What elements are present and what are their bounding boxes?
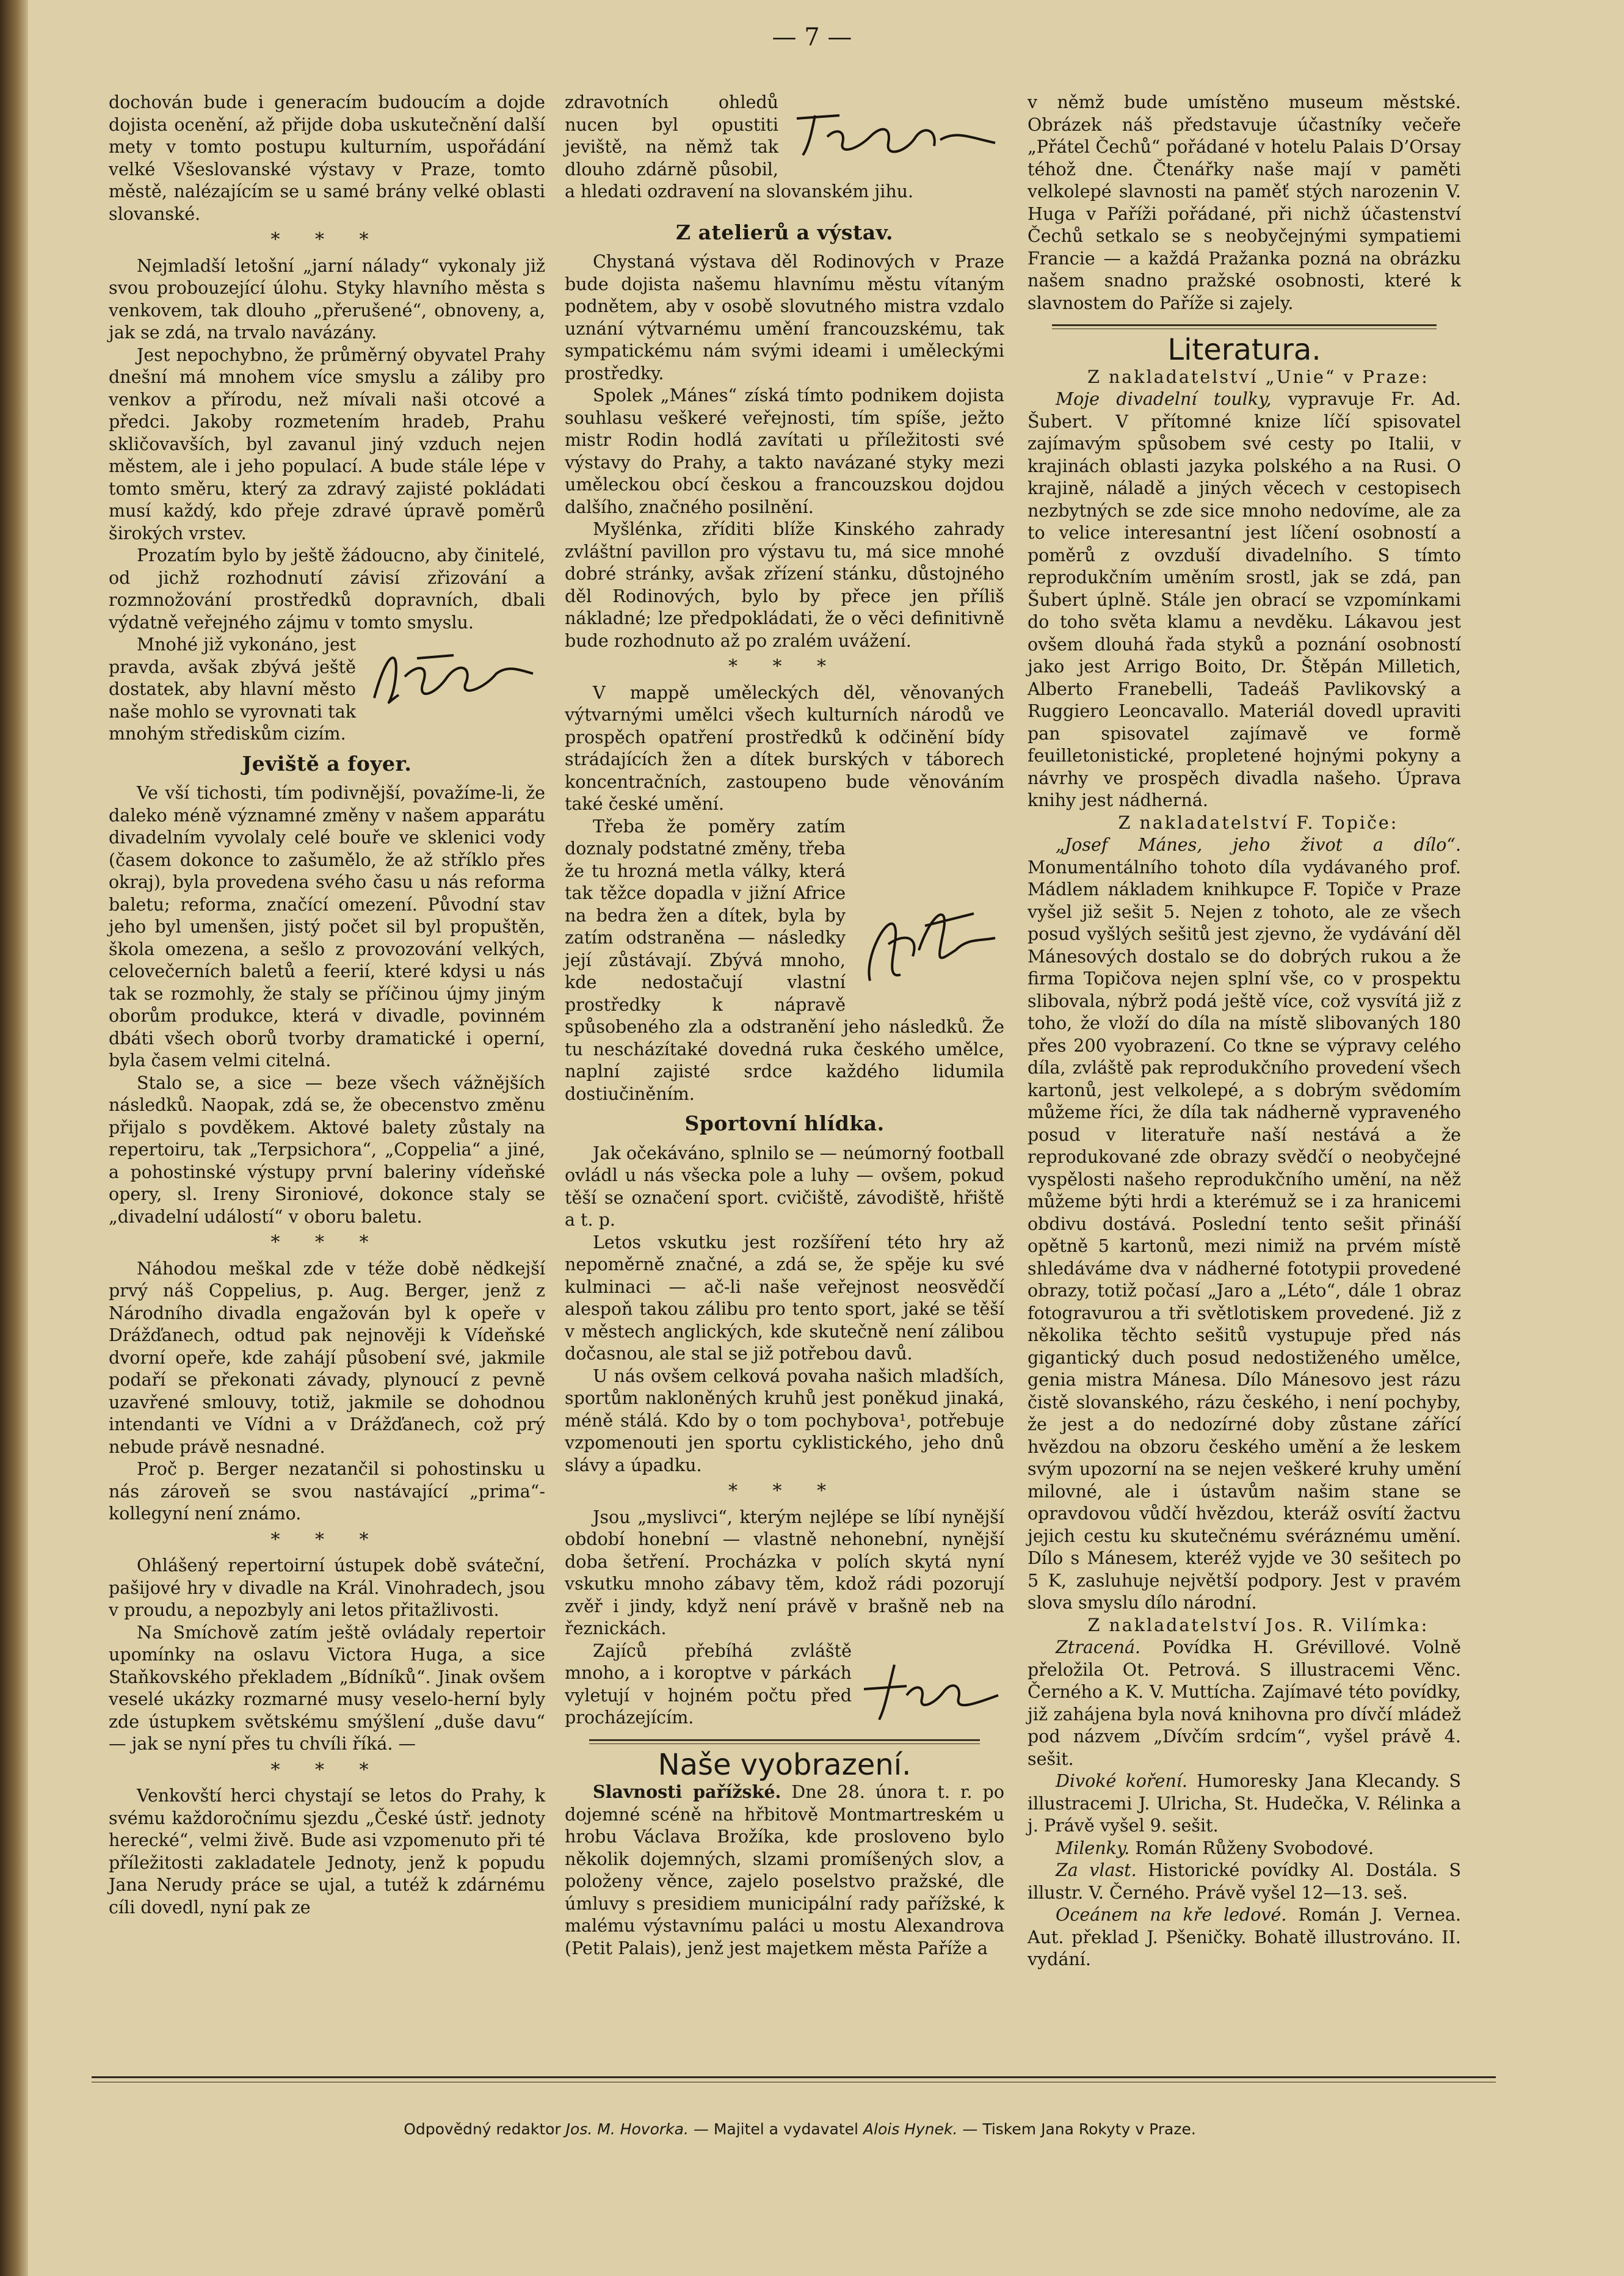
col2-paragraph: Chystaná výstava děl Rodinových v Praze bude dojista našemu hlavnímu městu vítaným podnětem, aby v osobě slovutného mistra vzdalo uznání výtvarnému umění francouzskému, tak sympatickému nám svými ideami i uměleckými prostředky. bbox=[565, 252, 1004, 384]
col2-paragraph: Dne 28. února t. r. po dojemné scéně na hřbitově Montmartreském u hrobu Václava Brožíka, kde prosloveno bylo několik dojemných, slzami promíšených slov, a položeny věnce, zajelo poselstvo pražské, dle úmluvy s presidiem municipální rady pařížské, k malému výstavnímu paláci u mostu Alexandrova (Petit Palais), jenž jest majetkem města Paříže a bbox=[565, 1782, 1004, 1958]
col1-paragraph: Ve vší tichosti, tím podivnější, považíme-li, že daleko méně významné změny v našem apparátu divadelním vyvolaly celé bouře ve sklenici vody (časem dokonce to zašumělo, že až stříklo přes okraj), byla provedena svého času u nás reforma baletu; reforma, značící omezení. Původní stav jeho byl umenšen, jistý počet sil byl propuštěn, škola omezena, a sešlo z provozování velkých, celovečerních baletů a feerií, které kdysi u nás tak se rozmohly, že staly se příčinou újmy jiným oborům produkce, která v divadle, povinném dbáti všech oborů tvorby dramatické i operní, byla časem velmi citelná. bbox=[109, 783, 545, 1071]
signature-image bbox=[362, 640, 545, 713]
footer-mid: — Majitel a vydavatel bbox=[693, 2120, 858, 2138]
col3-paragraph: Monumentálního tohoto díla vydávaného prof. Mádlem nákladem knihkupce F. Topiče v Praze vyšel již sešit 5. Nejen z tohoto, ale ze všech posud vyšlých sešitů jest zjevno, že vydávání děl Mánesových dostalo se do dobrých rukou a že firma Topičova nejen splní vše, co v prospektu slibovala, nýbrž podá ještě více, což vysvítá již z toho, že vloží do díla na místě slibovaných 180 přes 200 vyobrazení. Co tkne se výpravy celého díla, zvláště pak reprodukčního provedení všech kartonů, jest velkolepé, a s dobrým svědomím můžeme říci, že díla tak nádherně vypraveného posud v literatuře naší nestává a že reprodukované zde obrazy svědčí o neobyčejné vyspělosti našeho reprodukčního umění, na něž můžeme býti hrdi a kterémuž se i za hranicemi obdivu dostává. Poslední tento sešit přináší opětně 5 kartonů, mezi nimiž na prvém místě shledáváme dva v nádherné fototypii provedené obrazy, totiž počasí „Jaro a „Léto“, dále 1 obraz fotogravurou a tři světlotiskem provedené. Již z několika těchto sešitů vystupuje před nás gigantický duch posud nedostiženého umělce, genia mistra Mánesa. Dílo Mánesovo jest rázu čistě slovanského, rázu českého, i není pochyby, že jest a do nedozírné doby zůstane zářící hvězdou na obzoru českého umění a že leskem svým upozorní na se nejen veškeré kruhy umění milovné, ale i ústavům našim stane se opravdovou vůdčí hvězdou, kteráž osvítí žactvu jejich cestu ku skutečnému svéráznému umění. Dílo s Mánesem, kteréž vyjde ve 30 sešitech po 5 K, zasluhuje největší podpory. Jest v pravém slova smyslu dílo národní. bbox=[1028, 857, 1461, 1613]
heading-sport: Sportovní hlídka. bbox=[684, 1111, 885, 1135]
column-3 bbox=[1028, 92, 1461, 1971]
col2-paragraph: Spolek „Mánes“ získá tímto podnikem dojista souhlasu veškeré veřejnosti, tím spíše, ježto mistr Rodin hodlá zavítati u příležitosti své výstavy do Prahy, a takto navázané styky mezi uměleckou obcí českou a francouzskou dojdou dalšího, značného posilnění. bbox=[565, 385, 1004, 517]
book-title: Za vlast. bbox=[1056, 1860, 1137, 1880]
column-1 bbox=[109, 92, 545, 1919]
book-title: Oceánem na kře ledové. bbox=[1056, 1905, 1287, 1925]
signature-image bbox=[852, 889, 1004, 993]
book-title: „Josef Mánes, jeho život a dílo“. bbox=[1056, 835, 1461, 855]
page-binding-edge bbox=[0, 0, 28, 2276]
col3-paragraph: v němž bude umístěno museum městské. Obrázek náš představuje účastníky večeře „Přátel Čechů“ pořádané v hotelu Palais D’Orsay téhož dne. Čtenářky naše mají v paměti velkolepé slavnosti na paměť stých narozenin V. Huga v Paříži pořádané, při nichž účastenství Čechů setkalo se s neobyčejnými sympatiemi Francie — a každá Pražanka pozná na obrázku našem snadno pražské osobnosti, které k slavnostem do Paříže si zajely. bbox=[1028, 92, 1461, 313]
book-title: Milenky. bbox=[1056, 1838, 1130, 1858]
col2-paragraph: zdravotních ohledů nucen byl opustiti jeviště, na němž tak dlouho zdárně působil, a hledati ozdravení na slovanském jihu. bbox=[565, 92, 914, 202]
section-separator: * * * bbox=[728, 656, 841, 677]
signature-drawing bbox=[785, 94, 1004, 167]
col3-paragraph: Historické povídky Al. Dostála. S illustr. V. Černého. Právě vyšel 12—13. seš. bbox=[1028, 1860, 1461, 1903]
col1-paragraph: Náhodou meškal zde v téže době nědkejší prvý náš Coppelius, p. Aug. Berger, jenž z Národního divadla engažován byl k opeře v Drážďanech, odtud pak nejnověji k Vídeňské dvorní opeře, kde zahájí působení své, jakmile podaří se překonati závady, plynoucí z pevně uzavřené smlouvy, totiž, jakmile se dohodnou intendanti ve Vídni a v Drážďanech, což prý nebude právě nesnadné. bbox=[109, 1258, 545, 1457]
section-separator: * * * bbox=[270, 1232, 383, 1253]
signature-drawing bbox=[362, 640, 545, 713]
footer-end: — Tiskem Jana Rokyty v Praze. bbox=[962, 2120, 1196, 2138]
col1-paragraph: Nejmladší letošní „jarní nálady“ vykonaly již svou probouzející úlohu. Styky hlavního města s venkovem, tak dlouho „přerušené“, obnoveny, a, jak se zdá, na trvalo navázány. bbox=[109, 255, 545, 343]
col3-paragraph: Povídka H. Grévillové. Volně přeložila Ot. Petrová. S illustracemi Věnc. Černého a K. V. Muttícha. Zajímavé této povídky, již zahájena byla nová knihovna pro dívčí mládež pod názvem „Dívčím srdcím“, vyšel právě 4. sešit. bbox=[1028, 1637, 1461, 1769]
col2-paragraph: Jsou „myslivci“, kterým nejlépe se líbí nynější období honební — vlastně nehonební, nynější doba šetření. Procházka v polích skytá nyní vskutku mnoho zábavy těm, kdož rádi pozorují zvěř i jindy, když není právě v brašně neb na řeznickách. bbox=[565, 1507, 1004, 1638]
col2-paragraph: Zajíců přebíhá zvláště mnoho, a i koroptve v párkách vyletují v hojném počtu před procházejícím. bbox=[565, 1640, 852, 1728]
book-title: Ztracená. bbox=[1056, 1637, 1141, 1657]
footer-editor: Jos. M. Hovorka. bbox=[565, 2120, 689, 2138]
col1-paragraph: Prozatím bylo by ještě žádoucno, aby činitelé, od jichž rozhodnutí závisí zřizování a rozmnožování prostředků dopravních, dbali výdatně veřejného zájmu v tomto smyslu. bbox=[109, 545, 545, 633]
book-title: Divoké koření. bbox=[1056, 1771, 1187, 1791]
col2-paragraph: Myšlénka, zříditi blíže Kinského zahrady zvláštní pavillon pro výstavu tu, má sice mnohé dobré stránky, avšak zřízení stánku, důstojného děl Rodinových, bylo by přece jen příliš nákladné; lze předpokládati, že o věci definitivně bude rozhodnuto až po zralém uvážení. bbox=[565, 519, 1004, 651]
section-separator: * * * bbox=[270, 1529, 383, 1551]
col1-paragraph: dochován bude i generacím budoucím a dojde dojista ocenění, až přijde doba uskutečnění další mety v tomto postupu kulturním, uspořádání velké Všeslovanské výstavy v Praze, tomto městě, nalézajícím se u samé brány velké oblasti slovanské. bbox=[109, 92, 545, 224]
footer-publisher: Alois Hynek. bbox=[863, 2120, 958, 2138]
publisher-line: Z nakladatelství „Unie“ v Praze: bbox=[1087, 366, 1429, 387]
imprint-footer bbox=[92, 2120, 1508, 2138]
col1-paragraph: Na Smíchově zatím ještě ovládaly repertoir upomínky na oslavu Victora Huga, a sice Staňkovského překladem „Bídníků“. Jinak ovšem veselé ukázky rozmarné musy veselo-herní byly zde ústupkem světskému smýšlení „duše davu“ — jak se nyní přes tu chvíli říká. — bbox=[109, 1622, 545, 1754]
col3-paragraph: Humoresky Jana Klecandy. S illustracemi J. Ulricha, St. Hudečka, V. Rélinka a j. Právě vyšel 9. sešit. bbox=[1028, 1771, 1462, 1836]
col1-paragraph: Ohlášený repertoirní ústupek době sváteční, pašijové hry v divadle na Král. Vinohradech, jsou v proudu, a nepozbyly ani letos přitažlivosti. bbox=[109, 1555, 545, 1620]
column-2 bbox=[565, 92, 1004, 1960]
divider-rule bbox=[589, 1739, 980, 1744]
footer-rule bbox=[92, 2076, 1496, 2082]
book-title: Moje divadelní toulky, bbox=[1056, 389, 1272, 409]
section-separator: * * * bbox=[728, 1480, 841, 1502]
col3-paragraph: Román J. Vernea. Aut. překlad J. Pšeničky. Bohatě illustrováno. II. vydání. bbox=[1028, 1905, 1462, 1969]
col1-paragraph: Jest nepochybno, že průměrný obyvatel Prahy dnešní má mnohem více smyslu a záliby pro venkov a přírodu, než mívali naši otcové a předci. Jakoby rozmetením hradeb, Prahu skličovavších, byl zavanul jiný vzduch nejen městem, ale i jeho populací. A bude stále lépe v tomto směru, který za zdravý zajisté pokládati musí každý, kdo přeje zdravé úpravě poměrů širokých vrstev. bbox=[109, 344, 545, 544]
col2-paragraph: U nás ovšem celková povaha našich mladších, sportům nakloněných kruhů jest poněkud jinaká, méně stálá. Kdo by o tom pochybova¹, potřebuje vzpomenouti jen sportu cyklistického, jeho dnů slávy a úpadku. bbox=[565, 1365, 1004, 1475]
col2-paragraph: V mappě uměleckých děl, věnovaných výtvarnými umělci všech kulturních národů ve prospěch opatření prostředků k odčinění bídy strádajících žen a dítek burských v táborech koncentračních, zastoupeno bude věnováním také české umění. bbox=[565, 682, 1004, 814]
divider-rule bbox=[1052, 324, 1437, 329]
col1-paragraph: Venkovští herci chystají se letos do Prahy, k svému každoročnímu sjezdu „České ústř. jednoty herecké“, velmi živě. Bude asi vzpomenuto při té příležitosti zakladatele Jednoty, jenž k popudu Jana Nerudy práce se ujal, a tutéž k zdárnému cíli dovedl, nyní pak ze bbox=[109, 1786, 545, 1918]
col3-paragraph: vypravuje Fr. Ad. Šubert. V přítomné knize líčí spisovatel zajímavým spůsobem své cesty po Italii, v krajinách oblasti jazyka polského a na Rusi. O krajině, náladě a jiných věcech v cestopisech nezbytných se zde sice mnoho nedovíme, ale za to velice interesantní jest líčení osobností a poměrů z ovzduší divadelního. S tímto reprodukčním uměním srostl, jak se zdá, pan Šubert úplně. Stále jen obrací se vzpomínkami do toho světa klamu a nevděku. Lákavou jest ovšem dlouhá řada styků a poznání osobností jako jest Arrigo Boito, Dr. Štěpán Milletich, Alberto Franebelli, Tadeáš Pavlikovský a Ruggiero Leoncavallo. Materiál dovedl upraviti pan spisovatel zajímavě ve formě feuilletonistické, propletené hojnými pokyny a návrhy ve prospěch divadla našeho. Úprava knihy jest nádherná. bbox=[1028, 389, 1461, 810]
section-separator: * * * bbox=[270, 229, 383, 250]
signature-drawing bbox=[852, 889, 1004, 993]
heading-literatura: Literatura. bbox=[1167, 333, 1321, 367]
signature-image bbox=[785, 94, 1004, 167]
signature-image bbox=[858, 1652, 1004, 1726]
paragraph-lead-title: Slavnosti pařížské. bbox=[593, 1781, 781, 1802]
col2-paragraph: Třeba že poměry zatím doznaly podstatné změny, třeba že tu hrozná metla války, která tak těžce dopadla v jižní Africe na bedra žen a dítek, byla by zatím odstraněna — následky její zůstávají. Zbývá mnoho, kde nedostačují vlastní prostředky k nápravě spůsobeného zla a odstranění jeho následků. Že tu nescházítaké dovedná ruka českého umělce, naplní zajisté srdce každého lidumila dostiučiněním. bbox=[565, 816, 1004, 1104]
col1-paragraph: Proč p. Berger nezatančil si pohostinsku u nás zároveň se svou nastávající „prima“-kollegyní není známo. bbox=[109, 1459, 545, 1524]
page-number: — 7 — bbox=[772, 23, 852, 51]
publisher-line: Z nakladatelství F. Topiče: bbox=[1118, 812, 1399, 833]
col2-paragraph: Jak očekáváno, splnilo se — neúmorný football ovládl u nás všecka pole a luhy — ovšem, pokud těší se označení sport. cvičiště, závodiště, hřiště a t. p. bbox=[565, 1143, 1004, 1230]
section-separator: * * * bbox=[270, 1759, 383, 1781]
heading-vyobrazeni: Naše vyobrazení. bbox=[658, 1747, 912, 1782]
heading-atelieru: Z atelierů a výstav. bbox=[676, 220, 893, 244]
heading-jeviste: Jeviště a foyer. bbox=[242, 751, 412, 776]
col3-paragraph: Román Růženy Svobodové. bbox=[1129, 1838, 1374, 1858]
footer-label: Odpovědný redaktor bbox=[404, 2120, 561, 2138]
col2-paragraph: Letos vskutku jest rozšíření této hry až nepoměrně značné, a zdá se, že spěje ku své kulminaci — ač-li naše veřejnost neosvědčí alespoň takou zálibu pro tento sport, jaké se těší v městech anglických, kde skutečně není zálibou dočasnou, ale stal se již potřebou davů. bbox=[565, 1232, 1004, 1364]
col1-paragraph: Stalo se, a sice — beze všech vážnějších následků. Naopak, zdá se, že obecenstvo změnu přijalo s povděkem. Aktové balety zůstaly na repertoiru, tak „Terpsichora“, „Coppelia“ a jiné, a pohostinské výstupy první baleriny vídeňské opery, sl. Ireny Sironiové, dokonce staly se „divadelní událostí“ v oboru baletu. bbox=[109, 1072, 545, 1227]
signature-drawing bbox=[858, 1652, 1004, 1726]
publisher-line: Z nakladatelství Jos. R. Vilímka: bbox=[1087, 1615, 1429, 1635]
col1-paragraph: Mnohé již vykonáno, jest pravda, avšak zbývá ještě dostatek, aby hlavní město naše mohlo se vyrovnati tak mnohým střediskům cizím. bbox=[109, 634, 356, 744]
